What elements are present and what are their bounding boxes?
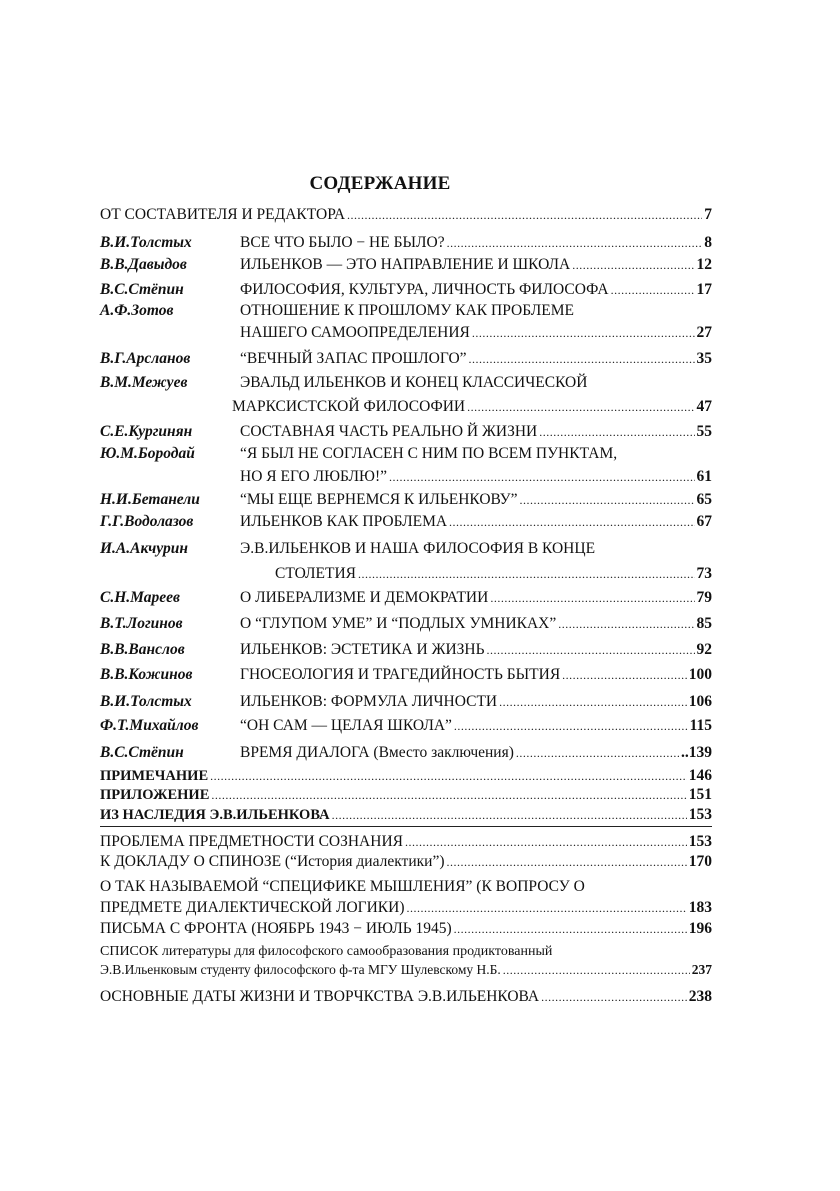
entry-author: В.В.Давыдов: [100, 256, 187, 273]
dot-leader: [490, 591, 694, 606]
toc-entry[interactable]: [100, 423, 712, 445]
entry-title: “ОН САМ — ЦЕЛАЯ ШКОЛА”: [240, 717, 452, 734]
dot-leader: [520, 493, 695, 508]
entry-title: ЭВАЛЬД ИЛЬЕНКОВ И КОНЕЦ КЛАССИЧЕСКОЙ: [240, 374, 588, 391]
entry-title: К ДОКЛАДУ О СПИНОЗЕ (“История диалектики”): [100, 853, 445, 870]
entry-author: В.Т.Логинов: [100, 615, 183, 632]
entry-page: 153: [688, 806, 712, 823]
dot-leader: [539, 425, 694, 440]
dot-leader: [487, 643, 695, 658]
dot-leader: [332, 808, 687, 823]
entry-title: ИЛЬЕНКОВ — ЭТО НАПРАВЛЕНИЕ И ШКОЛА: [240, 256, 571, 273]
entry-page: 237: [691, 962, 712, 977]
entry-title: СПИСОК литературы для философского самообразования продиктованный: [100, 944, 553, 959]
dot-leader: [454, 922, 687, 937]
entry-title: ПРОБЛЕМА ПРЕДМЕТНОСТИ СОЗНАНИЯ: [100, 833, 403, 850]
entry-page: 12: [696, 256, 712, 273]
toc-entry-continued[interactable]: [100, 565, 712, 587]
entry-author: Ю.М.Бородай: [100, 445, 195, 462]
entry-author: С.Е.Кургинян: [100, 423, 193, 440]
dot-leader: [503, 963, 690, 978]
dot-leader: [467, 400, 694, 415]
entry-title: ВСЕ ЧТО БЫЛО − НЕ БЫЛО?: [240, 234, 445, 251]
toc-entry[interactable]: [100, 853, 712, 875]
toc-entry[interactable]: [100, 256, 712, 278]
entry-author: А.Ф.Зотов: [100, 302, 174, 319]
entry-title-continued: НАШЕГО САМООПРЕДЕЛЕНИЯ: [240, 324, 470, 341]
entry-page: 7: [704, 206, 712, 223]
entry-title: ВРЕМЯ ДИАЛОГА (Вместо заключения): [240, 744, 514, 761]
entry-page: 55: [696, 423, 712, 440]
entry-author: В.С.Стёпин: [100, 744, 184, 761]
dot-leader: [611, 283, 695, 298]
entry-title: ИЛЬЕНКОВ: ФОРМУЛА ЛИЧНОСТИ: [240, 693, 498, 710]
toc-entry-continued[interactable]: [100, 398, 712, 420]
dot-leader: [499, 695, 687, 710]
entry-page: 100: [688, 666, 712, 683]
entry-page: 196: [688, 920, 712, 937]
entry-page: 238: [688, 988, 712, 1005]
entry-page: 153: [688, 833, 712, 850]
toc-entry[interactable]: [100, 281, 712, 303]
entry-title: О ЛИБЕРАЛИЗМЕ И ДЕМОКРАТИИ: [240, 589, 489, 606]
entry-page: 73: [696, 565, 712, 582]
entry-title: ПИСЬМА С ФРОНТА (НОЯБРЬ 1943 − ИЮЛЬ 1945): [100, 920, 452, 937]
toc-entry-continued[interactable]: [100, 468, 712, 490]
entry-page: 151: [688, 786, 712, 803]
toc-entry-appendix[interactable]: [100, 786, 712, 808]
divider: [100, 826, 712, 827]
entry-title: ФИЛОСОФИЯ, КУЛЬТУРА, ЛИЧНОСТЬ ФИЛОСОФА: [240, 281, 609, 298]
entry-author: С.Н.Мареев: [100, 589, 180, 606]
entry-title: ПРИЛОЖЕНИЕ: [100, 787, 210, 803]
dot-leader: [472, 326, 695, 341]
entry-title-continued: МАРКСИСТСКОЙ ФИЛОСОФИИ: [232, 398, 466, 415]
entry-author: В.И.Толстых: [100, 234, 192, 251]
toc-entry[interactable]: [100, 445, 712, 467]
entry-title: ИЛЬЕНКОВ: ЭСТЕТИКА И ЖИЗНЬ: [240, 641, 485, 658]
toc-entry[interactable]: [100, 540, 712, 562]
entry-page: 27: [696, 324, 712, 341]
entry-author: В.В.Кожинов: [100, 666, 193, 683]
dot-leader: [447, 236, 703, 251]
toc-entry[interactable]: [100, 878, 712, 900]
toc-entry[interactable]: [100, 491, 712, 513]
dot-leader: [516, 746, 679, 761]
dot-leader: [405, 835, 687, 850]
toc-entry[interactable]: [100, 666, 712, 688]
dot-leader: [454, 719, 688, 734]
toc-entry[interactable]: [100, 513, 712, 535]
entry-page: 115: [689, 717, 712, 734]
entry-page: 85: [696, 615, 712, 632]
entry-page: 35: [696, 350, 712, 367]
dot-leader: [446, 855, 686, 870]
toc-entry[interactable]: [100, 350, 712, 372]
dot-leader: [469, 352, 695, 367]
entry-author: В.М.Межуев: [100, 374, 188, 391]
entry-title: О “ГЛУПОМ УМЕ” И “ПОДЛЫХ УМНИКАХ”: [240, 615, 557, 632]
entry-page: 146: [688, 767, 712, 784]
toc-entry-continued[interactable]: [100, 962, 712, 984]
entry-title: ОТНОШЕНИЕ К ПРОШЛОМУ КАК ПРОБЛЕМЕ: [240, 302, 574, 319]
entry-author: Ф.Т.Михайлов: [100, 717, 199, 734]
toc-entry[interactable]: [100, 374, 712, 396]
toc-entry-continued[interactable]: [100, 324, 712, 346]
dot-leader: [210, 769, 687, 784]
entry-title: ОСНОВНЫЕ ДАТЫ ЖИЗНИ И ТВОРЧКСТВА Э.В.ИЛЬЕНКОВА: [100, 988, 540, 1005]
entry-page: 47: [696, 398, 712, 415]
entry-author: В.В.Ванслов: [100, 641, 185, 658]
toc-entry-legacy[interactable]: [100, 806, 712, 828]
toc-entry[interactable]: [100, 234, 712, 256]
toc-entry[interactable]: [100, 988, 712, 1010]
entry-page: 61: [696, 468, 712, 485]
entry-title: “Я БЫЛ НЕ СОГЛАСЕН С НИМ ПО ВСЕМ ПУНКТАМ,: [240, 445, 618, 462]
toc-entry-preface[interactable]: [100, 206, 712, 228]
dot-leader: [449, 515, 694, 530]
entry-title-continued: Э.В.Ильенковым студенту философского ф-та МГУ Шулевскому Н.Б.: [100, 962, 501, 977]
entry-page: 8: [704, 234, 712, 251]
entry-author: В.И.Толстых: [100, 693, 192, 710]
entry-title: ИЗ НАСЛЕДИЯ Э.В.ИЛЬЕНКОВА: [100, 807, 330, 823]
entry-author: И.А.Акчурин: [100, 540, 188, 557]
entry-title: О ТАК НАЗЫВАЕМОЙ “СПЕЦИФИКЕ МЫШЛЕНИЯ” (К ВОПРОСУ О: [100, 878, 585, 895]
entry-title: “МЫ ЕЩЕ ВЕРНЕМСЯ К ИЛЬЕНКОВУ”: [240, 491, 518, 508]
entry-page: ..139: [681, 744, 712, 761]
toc-entry-continued[interactable]: [100, 899, 712, 921]
entry-page: 79: [696, 589, 712, 606]
toc-entry[interactable]: [100, 744, 712, 766]
entry-title-continued: ПРЕДМЕТЕ ДИАЛЕКТИЧЕСКОЙ ЛОГИКИ): [100, 899, 405, 916]
entry-title: СОСТАВНАЯ ЧАСТЬ РЕАЛЬНО Й ЖИЗНИ: [240, 423, 538, 440]
entry-title: ОТ СОСТАВИТЕЛЯ И РЕДАКТОРА: [100, 206, 346, 223]
dot-leader: [358, 567, 694, 582]
entry-author: В.Г.Арсланов: [100, 350, 191, 367]
toc-entry[interactable]: [100, 693, 712, 715]
dot-leader: [541, 990, 687, 1005]
toc-entry[interactable]: [100, 920, 712, 942]
dot-leader: [558, 617, 694, 632]
entry-page: 92: [696, 641, 712, 658]
entry-title: ИЛЬЕНКОВ КАК ПРОБЛЕМА: [240, 513, 448, 530]
entry-author: В.С.Стёпин: [100, 281, 184, 298]
entry-page: 183: [688, 899, 712, 916]
entry-page: 106: [688, 693, 712, 710]
dot-leader: [211, 788, 686, 803]
entry-page: 67: [696, 513, 712, 530]
toc-entry[interactable]: [100, 615, 712, 637]
entry-title: Э.В.ИЛЬЕНКОВ И НАША ФИЛОСОФИЯ В КОНЦЕ: [240, 540, 596, 557]
entry-page: 65: [696, 491, 712, 508]
dot-leader: [407, 901, 687, 916]
entry-title-continued: СТОЛЕТИЯ: [275, 565, 357, 582]
page-title: СОДЕРЖАНИЕ: [309, 173, 451, 194]
toc-entry[interactable]: [100, 833, 712, 855]
dot-leader: [572, 258, 694, 273]
toc-entry[interactable]: [100, 717, 712, 739]
entry-title: ГНОСЕОЛОГИЯ И ТРАГЕДИЙНОСТЬ БЫТИЯ: [240, 666, 561, 683]
toc-entry[interactable]: [100, 302, 712, 324]
entry-title: “ВЕЧНЫЙ ЗАПАС ПРОШЛОГО”: [240, 350, 467, 367]
dot-leader: [347, 208, 702, 223]
toc-entry[interactable]: [100, 589, 712, 611]
entry-page: 170: [688, 853, 712, 870]
dot-leader: [389, 470, 694, 485]
entry-author: Г.Г.Водолазов: [100, 513, 194, 530]
dot-leader: [562, 668, 687, 683]
entry-author: Н.И.Бетанели: [100, 491, 200, 508]
entry-title-continued: НО Я ЕГО ЛЮБЛЮ!”: [240, 468, 388, 485]
entry-page: 17: [696, 281, 712, 298]
entry-title: ПРИМЕЧАНИЕ: [100, 768, 209, 784]
toc-entry[interactable]: [100, 641, 712, 663]
